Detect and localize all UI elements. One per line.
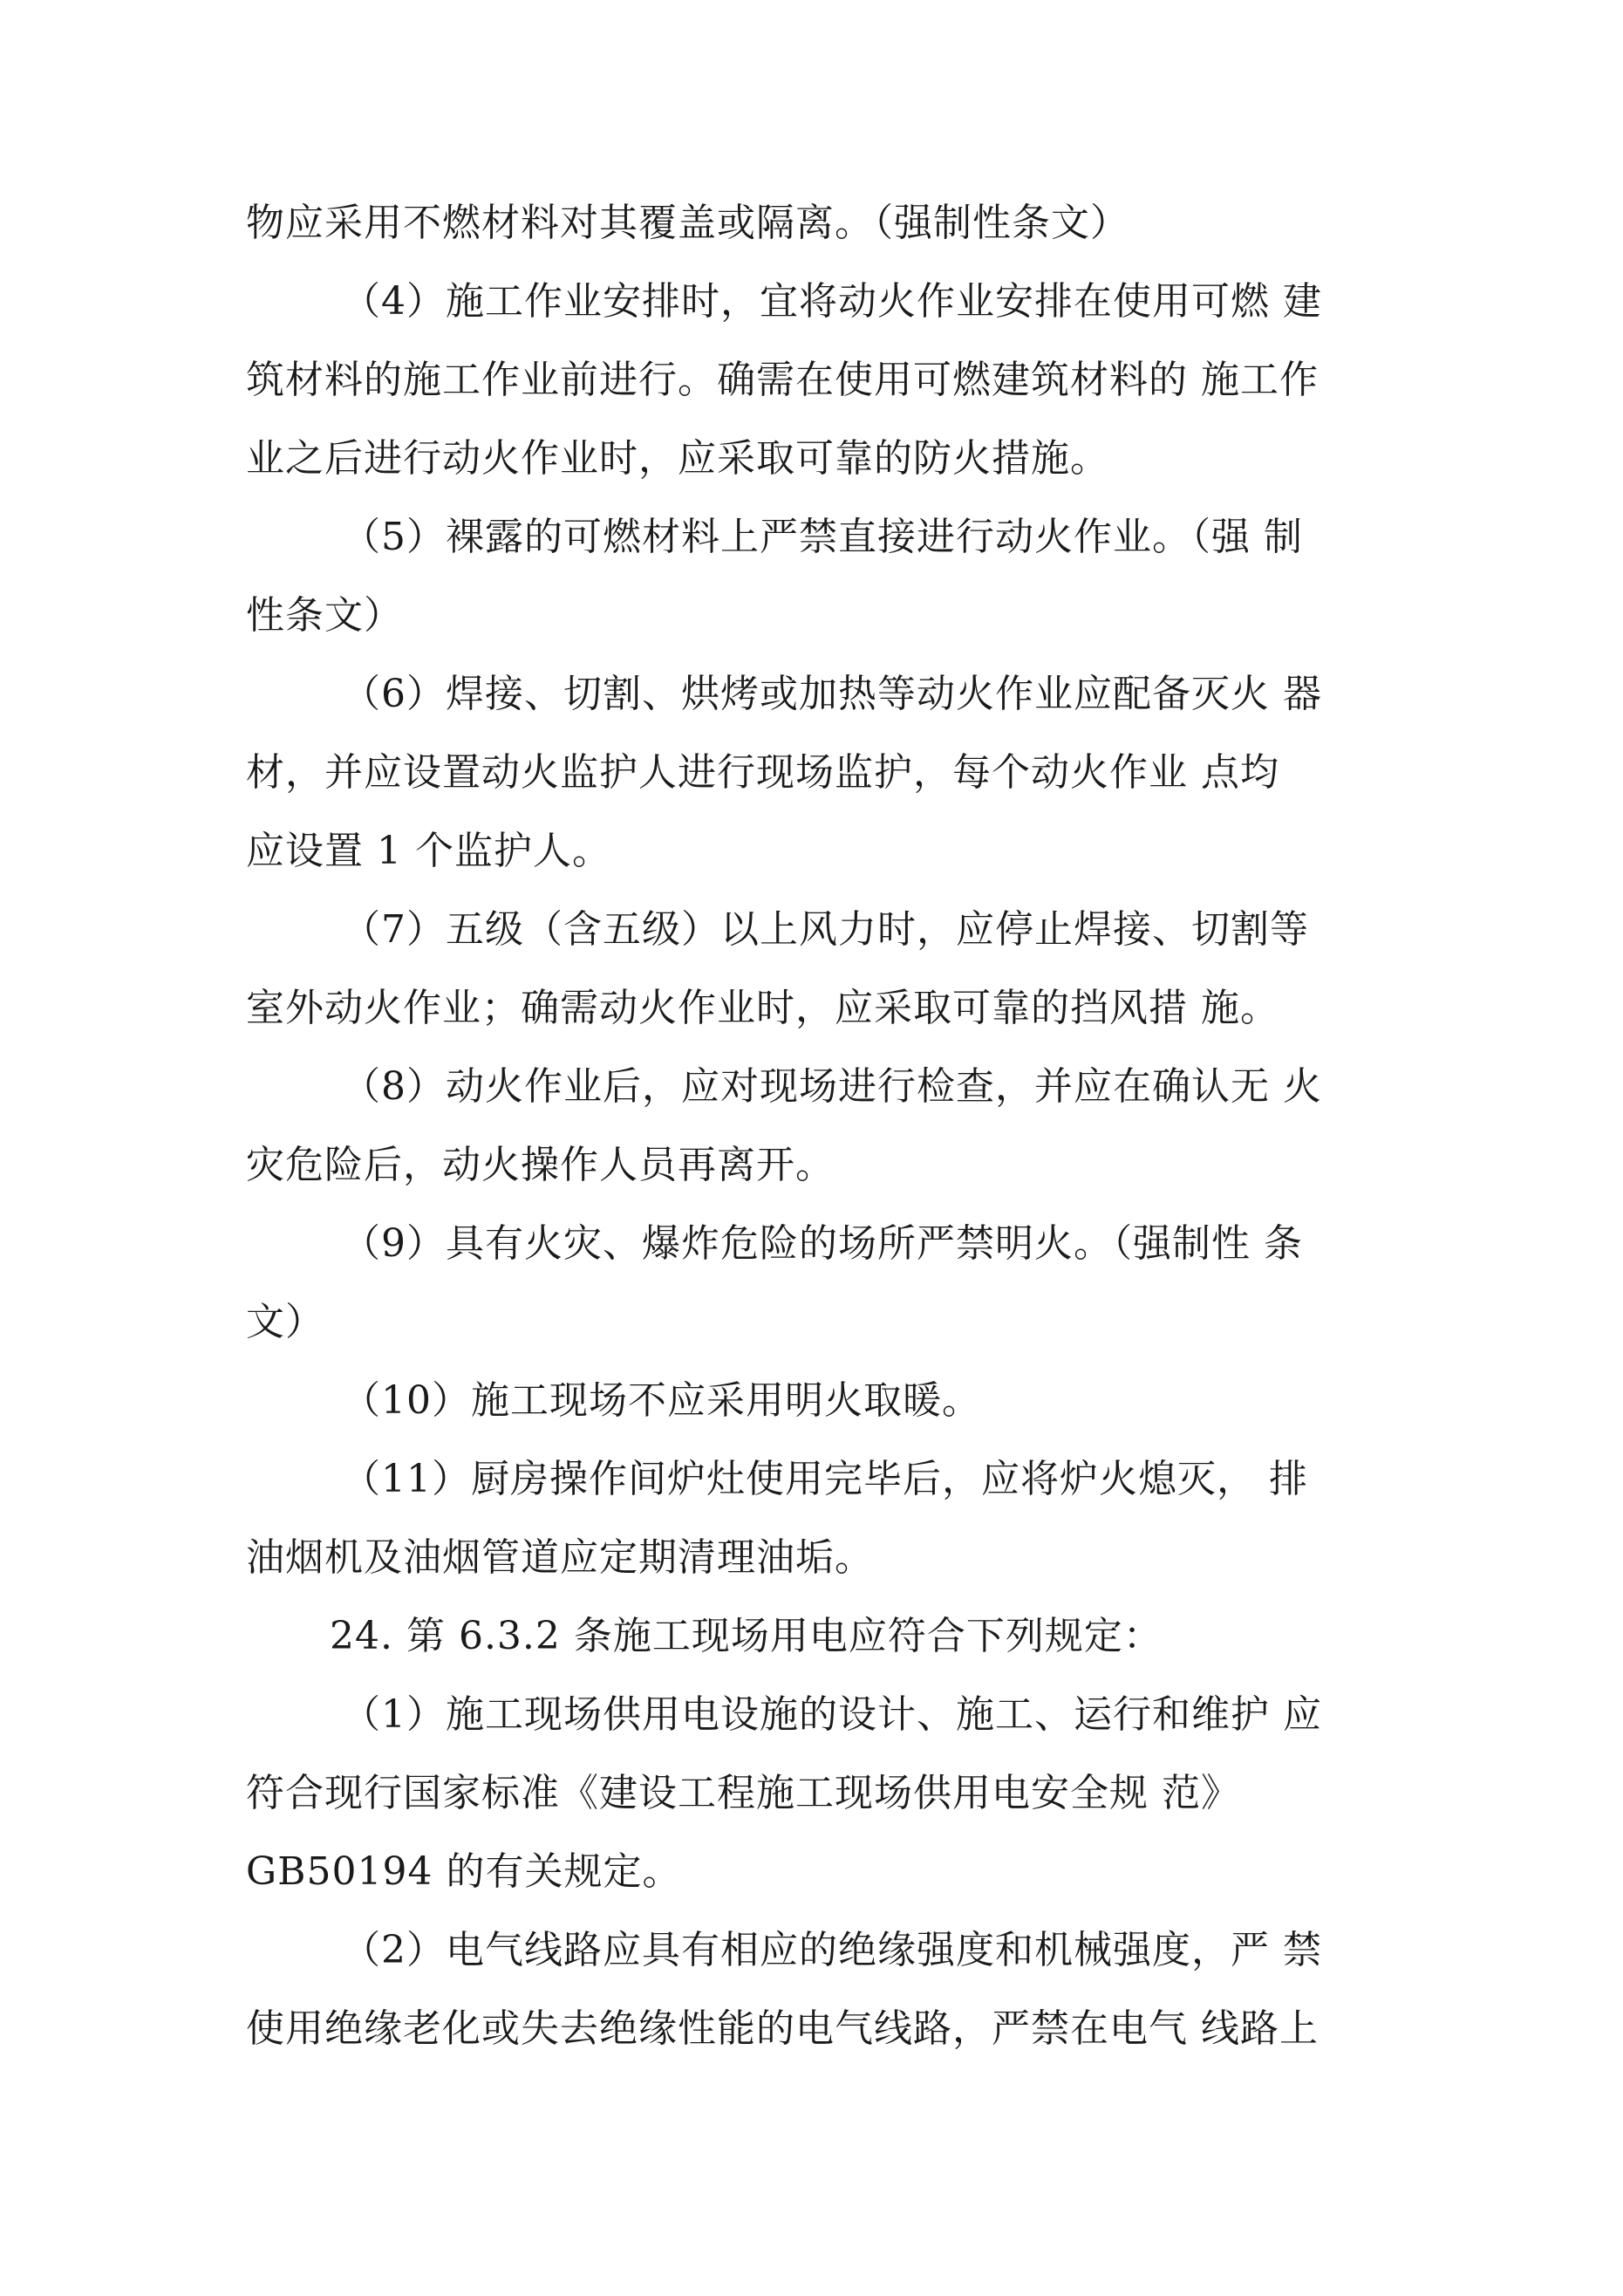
text-line: 材，并应设置动火监护人进行现场监护，每个动火作业 点均 xyxy=(246,750,1279,795)
text-line: （10）施工现场不应采用明火取暖。 xyxy=(342,1378,981,1423)
text-line: 使用绝缘老化或失去绝缘性能的电气线路，严禁在电气 线路上 xyxy=(246,2006,1319,2051)
text-line: 筑材料的施工作业前进行。确需在使用可燃建筑材料的 施工作 xyxy=(246,358,1319,402)
text-line: （11）厨房操作间炉灶使用完毕后，应将炉火熄灭， 排 xyxy=(342,1457,1308,1501)
section-heading: 24. 第 6.3.2 条施工现场用电应符合下列规定： xyxy=(330,1614,1163,1658)
text-line: （4）施工作业安排时，宜将动火作业安排在使用可燃 建 xyxy=(342,279,1322,324)
text-line: 室外动火作业；确需动火作业时，应采取可靠的挡风措 施。 xyxy=(246,986,1279,1030)
text-line: 文） xyxy=(246,1300,324,1344)
text-line: （9）具有火灾、爆炸危险的场所严禁明火。（强制性 条 xyxy=(342,1221,1303,1266)
text-line: 业之后进行动火作业时，应采取可靠的防火措施。 xyxy=(246,436,1109,481)
text-line: （1）施工现场供用电设施的设计、施工、运行和维护 应 xyxy=(342,1692,1322,1737)
text-line: （5）裸露的可燃材料上严禁直接进行动火作业。（强 制 xyxy=(342,515,1303,559)
text-line: （7）五级（含五级）以上风力时，应停止焊接、切割等 xyxy=(342,907,1309,952)
text-line: 物应采用不燃材料对其覆盖或隔离。（强制性条文） xyxy=(246,201,1129,245)
text-line: （8）动火作业后，应对现场进行检查，并应在确认无 火 xyxy=(342,1064,1322,1109)
text-line: 符合现行国家标准《建设工程施工现场供用电安全规 范》 xyxy=(246,1771,1240,1815)
text-line: 油烟机及油烟管道应定期清理油垢。 xyxy=(246,1535,874,1580)
text-line: 应设置 1 个监护人。 xyxy=(246,829,611,873)
text-line: （2）电气线路应具有相应的绝缘强度和机械强度，严 禁 xyxy=(342,1928,1322,1972)
text-line: （6）焊接、切割、烘烤或加热等动火作业应配备灭火 器 xyxy=(342,672,1322,716)
text-line: GB50194 的有关规定。 xyxy=(246,1849,682,1894)
text-line: 灾危险后，动火操作人员再离开。 xyxy=(246,1143,835,1187)
text-line: 性条文） xyxy=(246,593,403,638)
